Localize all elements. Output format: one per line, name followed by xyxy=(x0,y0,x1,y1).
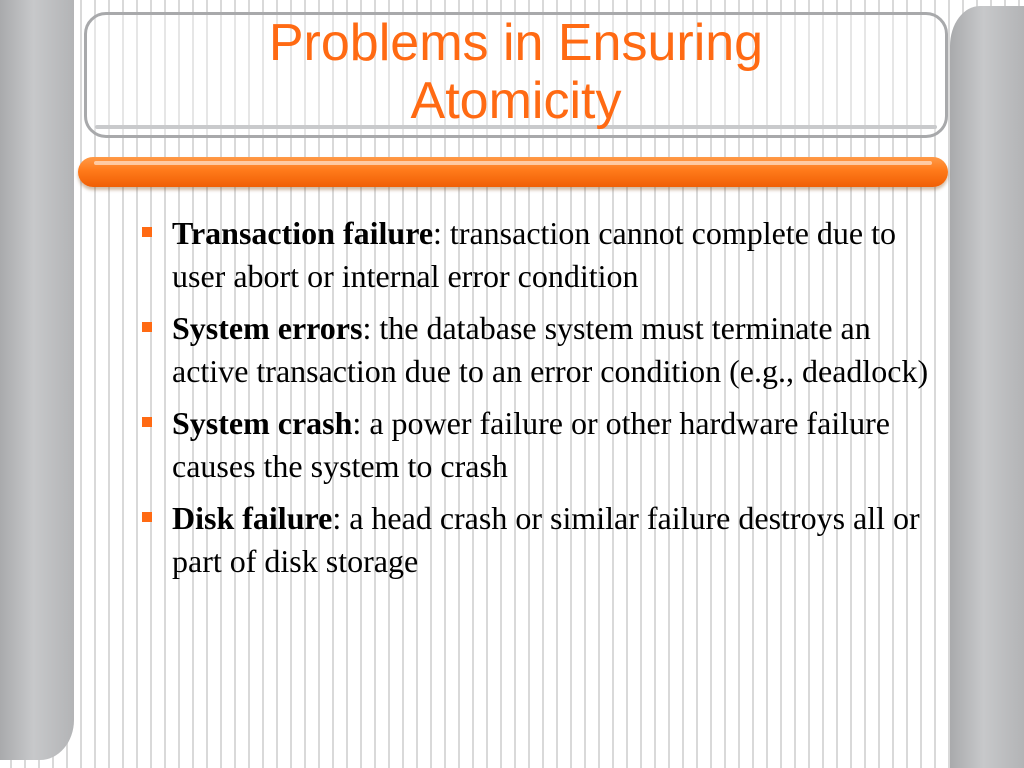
left-decorative-bar xyxy=(0,0,74,760)
slide-title-line-1: Problems in Ensuring xyxy=(268,14,764,72)
title-divider-bar xyxy=(78,157,948,187)
bullet-item-transaction-failure xyxy=(140,212,930,298)
bullet-text: transaction cannot complete due to user abort or internal error condition xyxy=(172,215,896,294)
square-bullet-icon xyxy=(142,512,152,522)
bullet-term: System crash xyxy=(172,405,353,441)
bullet-list xyxy=(140,212,930,592)
bullet-term: Disk failure xyxy=(172,500,333,536)
bullet-separator: : xyxy=(352,405,362,441)
bullet-separator: : xyxy=(362,310,372,346)
bullet-term: System errors xyxy=(172,310,363,346)
slide-title-line-2: Atomicity xyxy=(410,72,622,130)
bullet-text: a power failure or other hardware failure causes the system to crash xyxy=(172,405,890,484)
bullet-item-system-crash xyxy=(140,402,930,488)
bullet-text: the database system must terminate an active transaction due to an error condition (e.g., deadlock) xyxy=(172,310,929,389)
divider-bar-highlight xyxy=(94,161,932,165)
bullet-text: a head crash or similar failure destroys all or part of disk storage xyxy=(172,500,920,579)
slide-title xyxy=(84,14,948,130)
square-bullet-icon xyxy=(142,227,152,237)
bullet-separator: : xyxy=(332,500,342,536)
bullet-item-system-errors xyxy=(140,307,930,393)
square-bullet-icon xyxy=(142,417,152,427)
bullet-separator: : xyxy=(433,215,442,251)
bullet-item-disk-failure xyxy=(140,497,930,583)
bullet-term: Transaction failure xyxy=(172,215,434,251)
right-decorative-bar xyxy=(950,6,1024,768)
square-bullet-icon xyxy=(142,322,152,332)
